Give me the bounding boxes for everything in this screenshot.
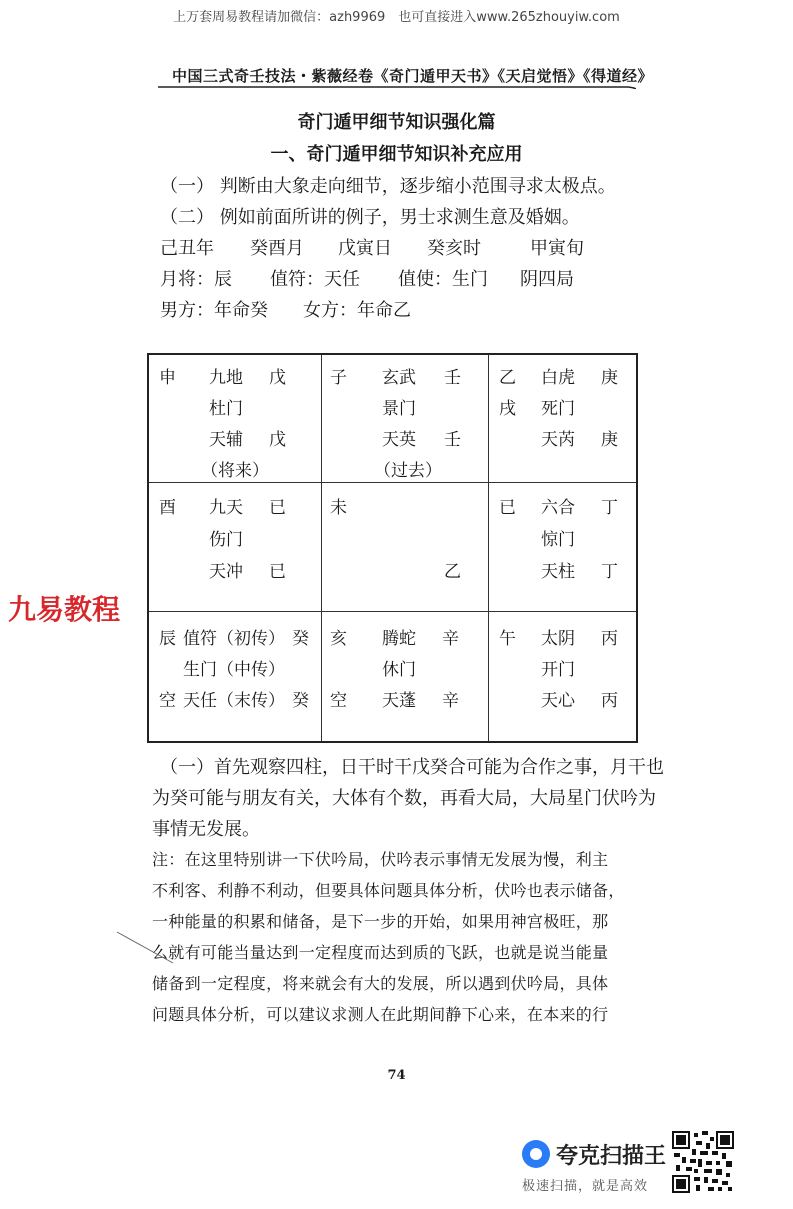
pillar-xun: 甲寅旬 <box>530 238 584 259</box>
pillar-year: 己丑年 <box>160 238 214 259</box>
palace-yi-xu: 乙 戌 白虎 庚 死门 天芮 庚 <box>499 368 618 450</box>
zhifu: 值符：天任 <box>270 269 360 290</box>
note-line-3: 一种能量的积累和储备，是下一步的开始，如果用神宫极旺，那 <box>152 912 609 931</box>
note-line-5: 储备到一定程度，将来就会有大的发展，所以遇到伏吟局，具体 <box>152 974 609 993</box>
section-title: 一、奇门遁甲细节知识补充应用 <box>270 144 523 165</box>
palace-shen: 申 九地 戊 杜门 天辅 戊 （将来） <box>159 368 286 481</box>
page-title: 奇门遁甲细节知识强化篇 <box>297 112 496 133</box>
note-line-6: 问题具体分析，可以建议求测人在此期间静下心来，在本来的行 <box>152 1005 609 1024</box>
pillar-month: 癸酉月 <box>250 238 304 259</box>
pillar-day: 戊寅日 <box>338 238 392 259</box>
palace-si: 已 六合 丁 惊门 天柱 丁 <box>499 498 618 582</box>
qr-code-icon <box>672 1131 734 1193</box>
analysis-line-1: （一）首先观察四柱，日干时干戊癸合可能为合作之事，月干也 <box>160 757 664 778</box>
watermark-text: 九易教程 <box>8 593 121 626</box>
analysis-line-2: 为癸可能与朋友有关，大体有个数，再看大局，大局星门伏吟为 <box>152 788 656 809</box>
palace-wu: 午 太阴 丙 开门 天心 丙 <box>499 629 618 711</box>
note-line-2: 不利客、利静不利动，但要具体问题具体分析，伏吟也表示储备， <box>152 881 625 900</box>
palace-zi: 子 玄武 壬 景门 天英 壬 （过去） <box>330 368 461 481</box>
book-header: 中国三式奇壬技法・紫薇经卷《奇门遁甲天书》《天启觉悟》《得道经》 <box>172 67 654 85</box>
scanner-slogan: 极速扫描，就是高效 <box>522 1179 649 1194</box>
female-life: 女方：年命乙 <box>303 300 411 321</box>
pillar-hour: 癸亥时 <box>427 238 481 259</box>
male-life: 男方：年命癸 <box>160 300 268 321</box>
point-1: （一） 判断由大象走向细节，逐步缩小范围寻求太极点。 <box>160 176 616 197</box>
analysis-line-3: 事情无发展。 <box>152 819 260 840</box>
palace-chen: 辰 值符（初传） 癸 生门（中传） 空 天任（末传） 癸 <box>159 629 309 711</box>
qimen-chart <box>147 353 638 743</box>
point-2: （二） 例如前面所讲的例子，男士求测生意及婚姻。 <box>160 207 580 228</box>
pencil-mark <box>115 930 175 965</box>
top-note: 上万套周易教程请加微信：azh9969 也可直接进入www.265zhouyiw.com <box>173 10 620 25</box>
palace-you: 酉 九天 已 伤门 天冲 已 <box>159 498 286 582</box>
month-general: 月将：辰 <box>160 269 232 290</box>
scanner-brand: 夸克扫描王 <box>556 1144 667 1169</box>
header-rule <box>158 86 636 89</box>
page-number: 74 <box>387 1068 406 1083</box>
zhishi: 值使：生门 <box>398 269 488 290</box>
note-line-1: 注：在这里特别讲一下伏吟局，伏吟表示事情无发展为慢，利主 <box>152 850 609 869</box>
palace-wei: 未 乙 <box>330 498 461 582</box>
quark-logo-icon <box>522 1140 550 1168</box>
yin-four-ju: 阴四局 <box>520 269 574 290</box>
note-line-4: 么就有可能当量达到一定程度而达到质的飞跃，也就是说当能量 <box>152 943 609 962</box>
palace-hai: 亥 腾蛇 辛 休门 空 天蓬 辛 <box>330 629 459 711</box>
